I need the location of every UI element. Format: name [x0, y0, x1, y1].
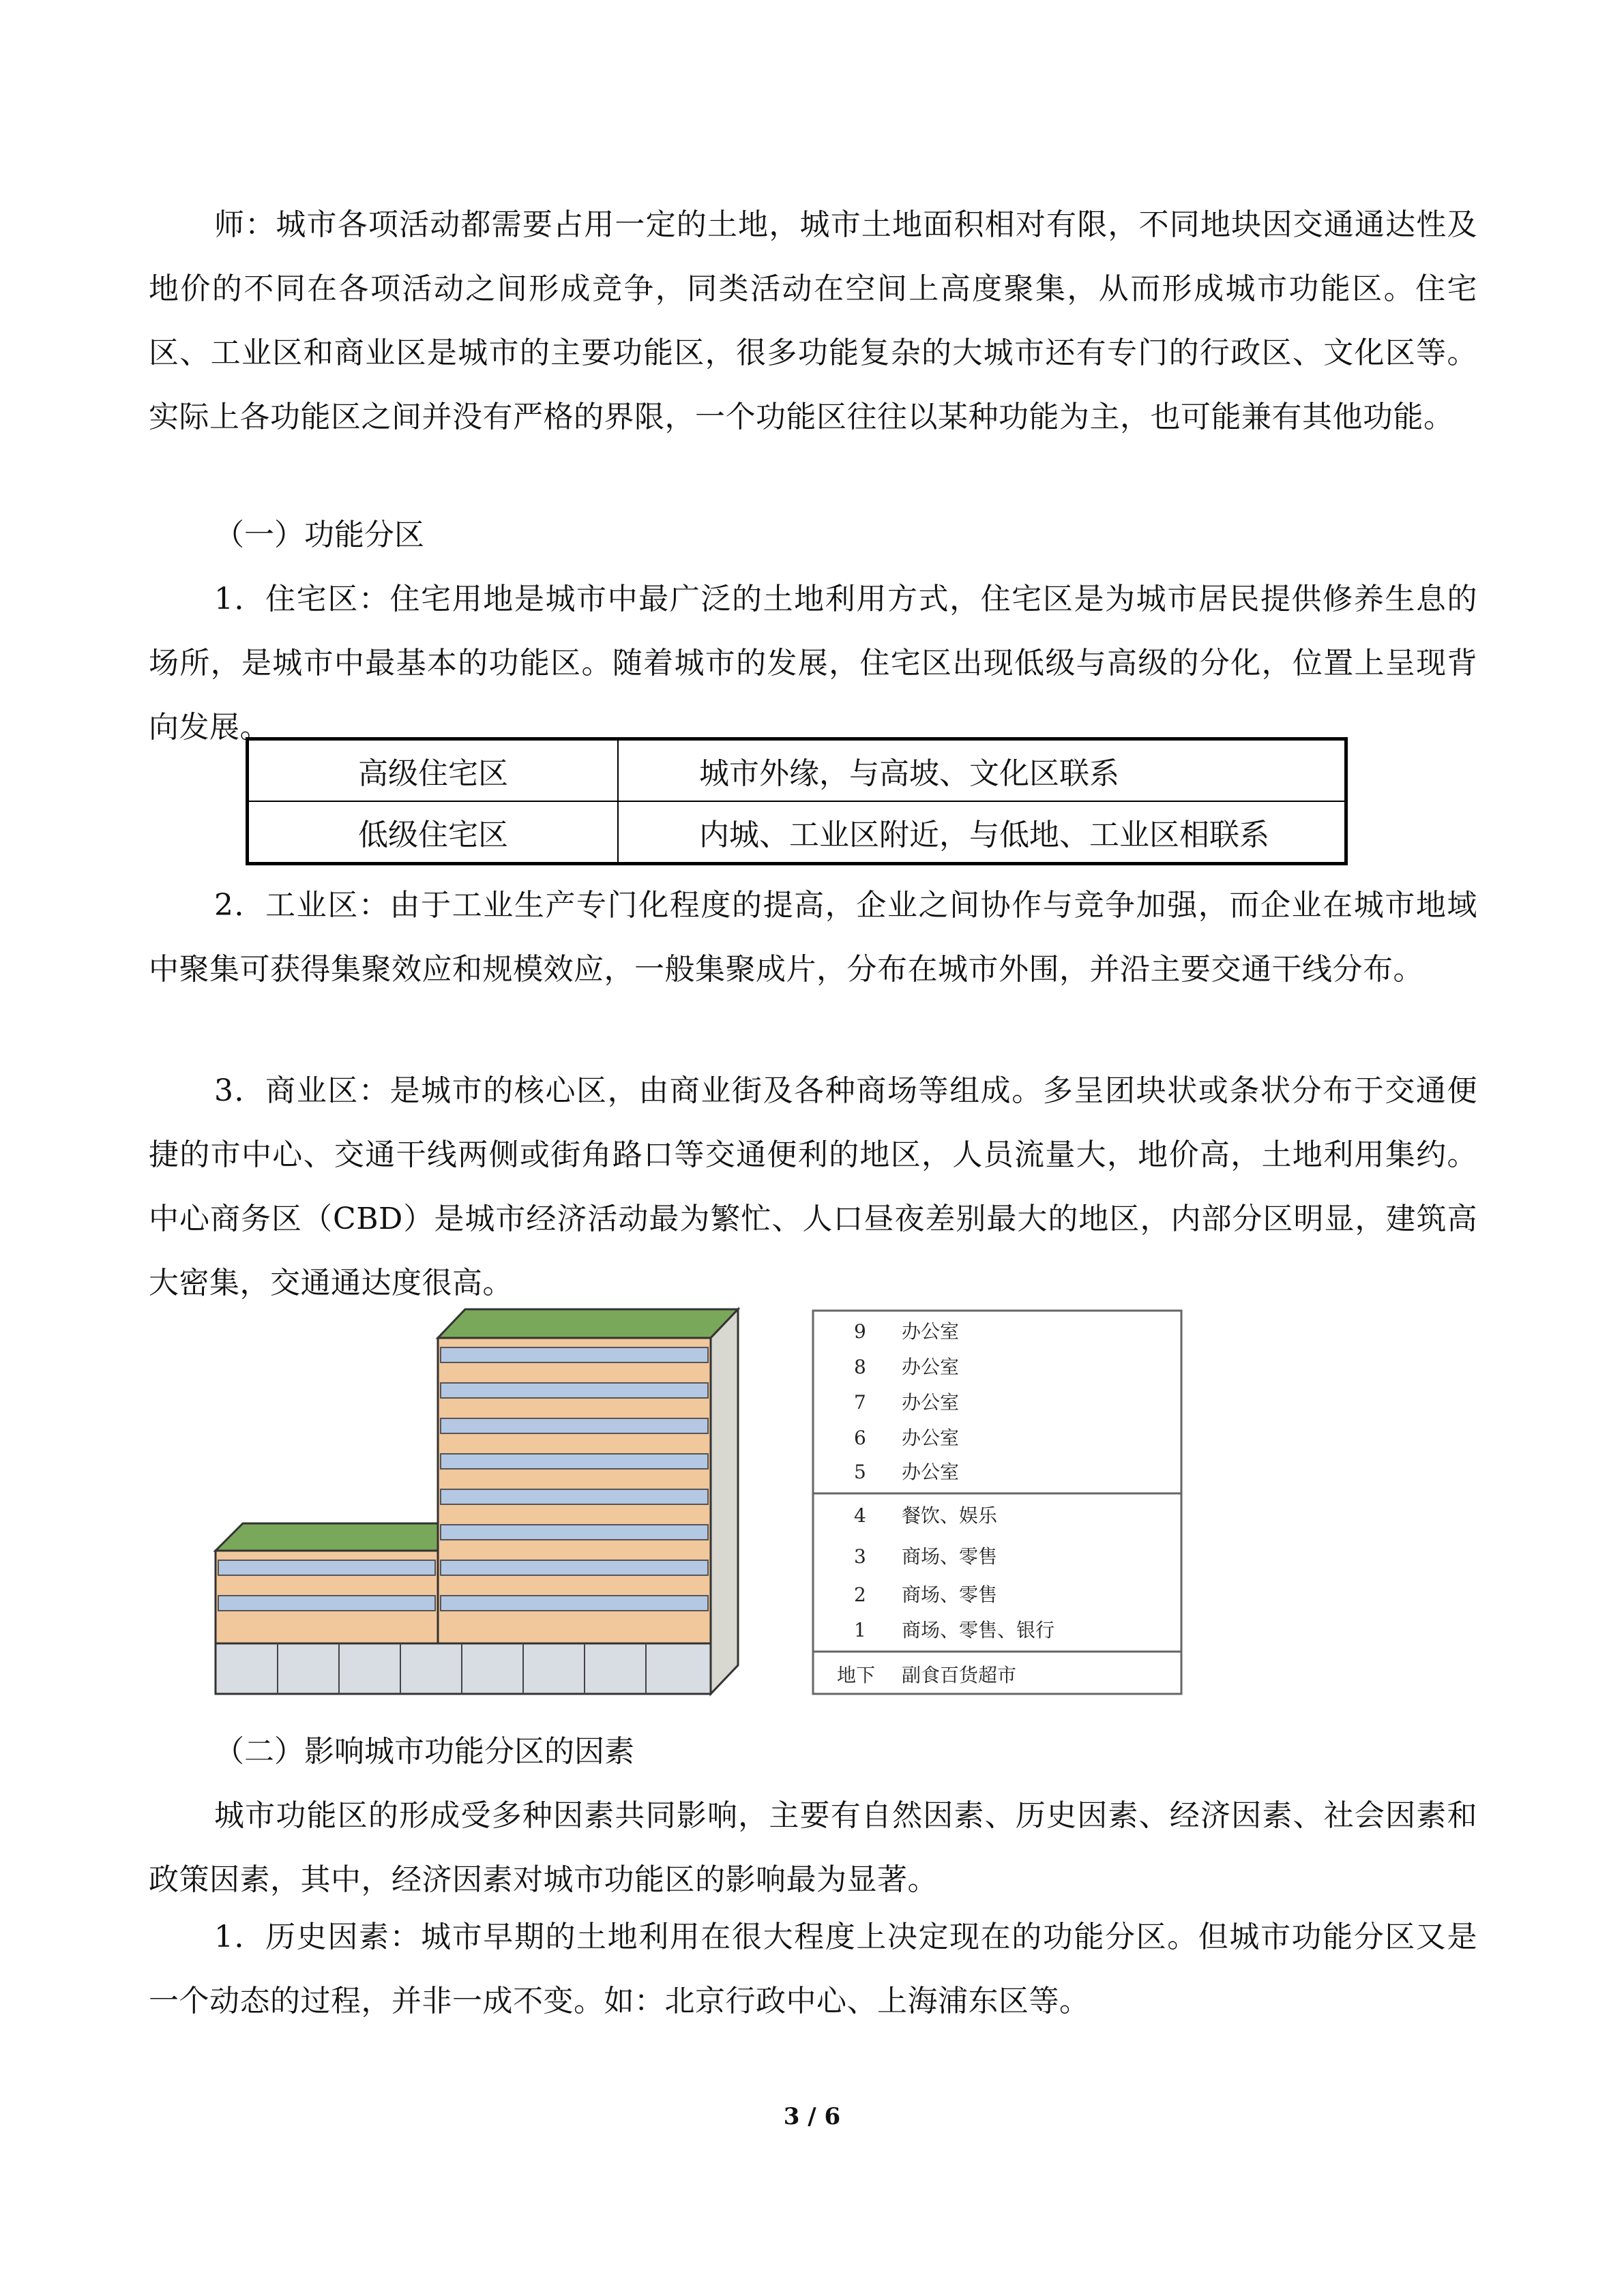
floor-use: 商场、零售、银行	[902, 1619, 1055, 1641]
floor-number: 4	[854, 1504, 866, 1527]
floor-number: 地下	[837, 1664, 876, 1686]
floor-use: 餐饮、娱乐	[902, 1504, 998, 1527]
section-one-heading: （一）功能分区	[214, 518, 424, 552]
window-band	[441, 1383, 708, 1398]
floor-use-legend	[813, 1311, 1181, 1694]
window-band	[441, 1418, 708, 1433]
zone-location-cell: 内城、工业区附近，与低地、工业区相联系	[618, 801, 1346, 864]
zone-location-cell: 城市外缘，与高坡、文化区联系	[618, 739, 1346, 802]
floor-use: 办公室	[902, 1356, 960, 1378]
commercial-paragraph: 3．商业区：是城市的核心区，由商业街及各种商场等组成。多呈团块状或条状分布于交通便捷的市中心、交通干线两侧或街角路口等交通便利的地区，人员流量大，地价高，土地利用集约。中心商务区（CBD）是城市经济活动最为繁忙、人口昼夜差别最大的地区，内部分区明显，建筑高大密集，交通通达度很高。	[149, 1073, 1477, 1300]
industrial-paragraph: 2．工业区：由于工业生产专门化程度的提高，企业之间协作与竞争加强，而企业在城市地域中聚集可获得集聚效应和规模效应，一般集聚成片，分布在城市外围，并沿主要交通干线分布。	[149, 888, 1477, 987]
residential-zone-table	[246, 737, 1348, 865]
floor-number: 2	[854, 1583, 866, 1606]
window-band	[441, 1525, 708, 1540]
floor-number: 7	[854, 1391, 866, 1414]
window-band	[441, 1347, 708, 1362]
window-band	[441, 1560, 708, 1575]
cbd-building-diagram	[213, 1302, 1191, 1702]
floor-use: 商场、零售	[902, 1545, 998, 1568]
floor-use: 办公室	[902, 1320, 960, 1343]
floor-use: 商场、零售	[902, 1583, 998, 1606]
floor-number: 1	[854, 1619, 866, 1641]
section-two-heading: （二）影响城市功能分区的因素	[214, 1734, 634, 1769]
ground-floor-shops	[216, 1643, 711, 1694]
intro-paragraph: 师：城市各项活动都需要占用一定的土地，城市土地面积相对有限，不同地块因交通通达性及地价的不同在各项活动之间形成竞争，同类活动在空间上高度聚集，从而形成城市功能区。住宅区、工业区和商业区是城市的主要功能区，很多功能复杂的大城市还有专门的行政区、文化区等。实际上各功能区之间并没有严格的界限，一个功能区往往以某种功能为主，也可能兼有其他功能。	[149, 207, 1477, 434]
floor-use: 办公室	[902, 1391, 960, 1414]
tower-side-cutaway	[711, 1309, 738, 1694]
window-band	[218, 1596, 435, 1611]
floor-use: 办公室	[902, 1461, 960, 1483]
floor-number: 8	[854, 1356, 866, 1378]
floor-use: 办公室	[902, 1427, 960, 1449]
floor-number: 9	[854, 1320, 866, 1343]
tower-roof	[438, 1309, 738, 1338]
window-band	[441, 1489, 708, 1504]
history-paragraph: 1．历史因素：城市早期的土地利用在很大程度上决定现在的功能分区。但城市功能分区又是一个动态的过程，并非一成不变。如：北京行政中心、上海浦东区等。	[149, 1920, 1477, 2018]
floor-number: 5	[854, 1461, 866, 1483]
page-number: 3 / 6	[783, 2103, 841, 2130]
building-illustration	[216, 1309, 738, 1694]
floor-use: 副食百货超市	[902, 1664, 1017, 1686]
floor-number: 6	[854, 1427, 866, 1449]
zone-type-cell: 高级住宅区	[248, 739, 619, 802]
podium-roof	[216, 1523, 438, 1551]
factors-paragraph: 城市功能区的形成受多种因素共同影响，主要有自然因素、历史因素、经济因素、社会因素和政策因素，其中，经济因素对城市功能区的影响最为显著。	[149, 1798, 1477, 1897]
window-band	[441, 1454, 708, 1469]
table-row	[248, 801, 1346, 864]
window-band	[218, 1560, 435, 1575]
floor-number: 3	[854, 1545, 866, 1568]
residential-paragraph: 1．住宅区：住宅用地是城市中最广泛的土地利用方式，住宅区是为城市居民提供修养生息的场所，是城市中最基本的功能区。随着城市的发展，住宅区出现低级与高级的分化，位置上呈现背向发展。	[149, 582, 1477, 745]
zone-type-cell: 低级住宅区	[248, 801, 619, 864]
table-row	[248, 739, 1346, 802]
window-band	[441, 1596, 708, 1611]
